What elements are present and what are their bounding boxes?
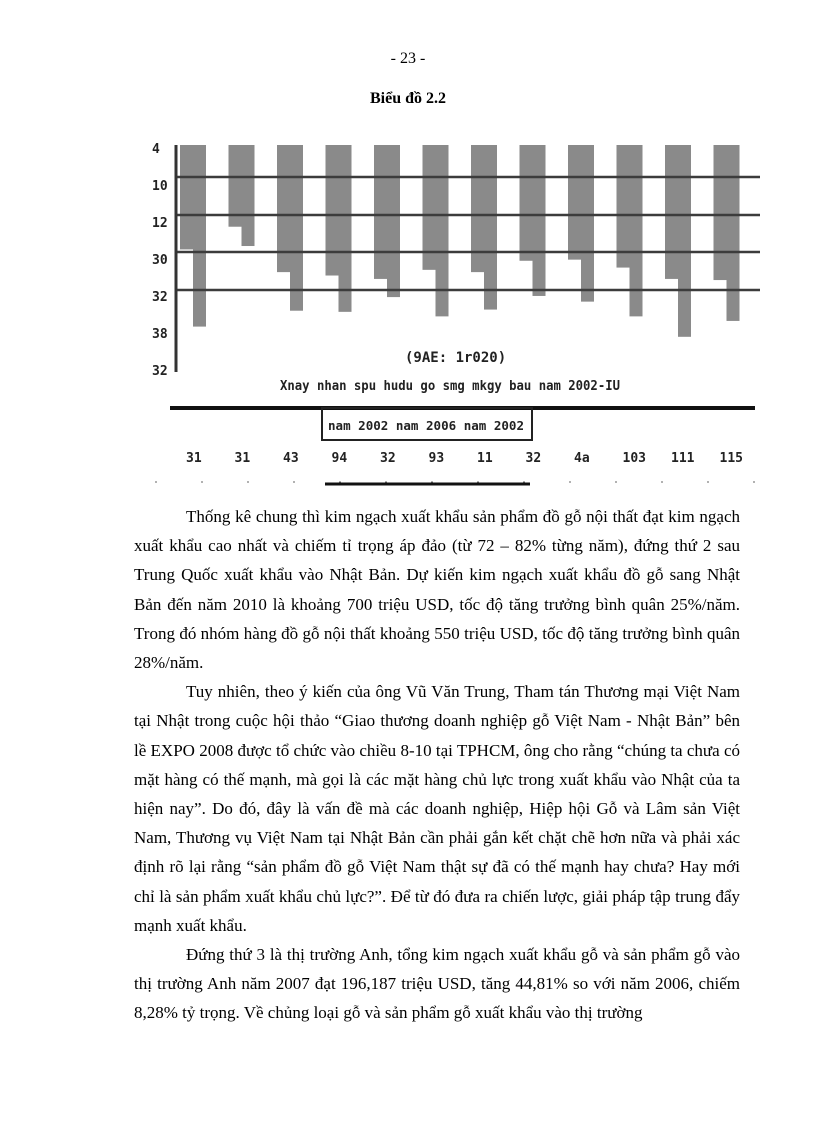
bar-2-4 [339,145,352,312]
bar-2-7 [484,145,497,310]
bar-2-8 [533,145,546,296]
y-tick-label: 4 [152,142,160,157]
y-tick-label: 32 [152,290,168,305]
y-tick-label: 12 [152,216,168,231]
y-tick-label: 30 [152,253,168,268]
bar-2-2 [242,145,255,246]
bar-1-1 [180,145,193,249]
y-tick-label: 38 [152,327,168,342]
legend-text: nam 2002 nam 2006 nam 2002 [328,419,524,433]
x-tick-label: 11 [477,451,493,466]
page-number: - 23 - [390,50,426,67]
x-tick-label: 93 [428,451,445,466]
x-tick-label: 31 [234,451,251,466]
bar-2-9 [581,145,594,302]
bar-chart [150,140,760,490]
paragraph-2: Tuy nhiên, theo ý kiến của ông Vũ Văn Trung, Tham tán Thương mại Việt Nam tại Nhật trong cuộc hội thảo “Giao thương doanh nghiệp gỗ Việt Nam - Nhật Bản” bên lề EXPO 2008 được tổ chức vào chiều 8-10 tại TPHCM, ông cho rằng “chúng ta chưa có mặt hàng có thế mạnh, mà gọi là các mặt hàng chủ lực trong xuất khẩu vào Nhật của ta hiện nay”. Do đó, đây là vấn đề mà các doanh nghiệp, Hiệp hội Gỗ và Lâm sản Việt Nam, Thương vụ Việt Nam tại Nhật Bản cần phải gắn kết chặt chẽ hơn nữa và phải xác định rõ lại rằng “sản phẩm đồ gỗ Việt Nam thật sự đã có thế mạnh hay chưa? Hay mới chỉ là sản phẩm xuất khẩu chủ lực?”. Để từ đó đưa ra chiến lược, giải pháp tập trung đẩy mạnh xuất khẩu. [134,682,740,935]
bar-2-3 [290,145,303,311]
bar-1-9 [568,145,581,260]
x-tick-label: 111 [671,451,695,466]
bar-1-10 [617,145,630,268]
paragraph-1: Thống kê chung thì kim ngạch xuất khẩu sản phẩm đồ gỗ nội thất đạt kim ngạch xuất khẩu cao nhất và chiếm tỉ trọng áp đảo (từ 72 – 82% từng năm), đứng thứ 2 sau Trung Quốc xuất khẩu vào Nhật Bản. Dự kiến kim ngạch xuất khẩu đồ gỗ sang Nhật Bản đến năm 2010 là khoảng 700 triệu USD, tốc độ tăng trưởng bình quân 25%/năm. Trong đó nhóm hàng đồ gỗ nội thất khoảng 550 triệu USD, tốc độ tăng trưởng bình quân 28%/năm. [134,507,740,673]
y-tick-labels-group [152,142,168,379]
paragraph-3: Đứng thứ 3 là thị trường Anh, tổng kim ngạch xuất khẩu gỗ và sản phẩm gỗ vào thị trường Anh năm 2007 đạt 196,187 triệu USD, tăng 44,81% so với năm 2006, chiếm 8,28% tỷ trọng. Về chủng loại gỗ và sản phẩm gỗ xuất khẩu vào thị trường [134,945,740,1023]
body-text [134,502,740,1028]
x-tick-labels-group [186,451,743,466]
x-tick-label: 103 [622,451,646,466]
bar-1-4 [326,145,339,276]
y-tick-label: 10 [152,179,168,194]
x-tick-label: 94 [331,451,348,466]
x-tick-label: 115 [719,451,743,466]
bar-1-8 [520,145,533,261]
x-tick-label: 43 [283,451,299,466]
x-tick-label: 4a [574,451,590,466]
x-tick-label: 32 [525,451,542,466]
bar-2-5 [387,145,400,297]
x-tick-label: 32 [380,451,396,466]
bar-1-11 [665,145,678,279]
y-tick-label: 32 [152,364,168,379]
bar-2-11 [678,145,691,337]
bars-group [180,145,740,337]
bar-1-12 [714,145,727,280]
bar-2-1 [193,145,206,327]
chart-caption: Biểu đồ 2.2 [369,90,446,107]
bar-1-5 [374,145,387,279]
chart-annotation-2: Xnay nhan spu hudu go smg mkgy bau nam 2002-IU [280,379,621,394]
x-tick-label: 31 [186,451,202,466]
chart-annotation-1: (9AE: 1r020) [405,350,507,366]
bar-2-12 [727,145,740,321]
